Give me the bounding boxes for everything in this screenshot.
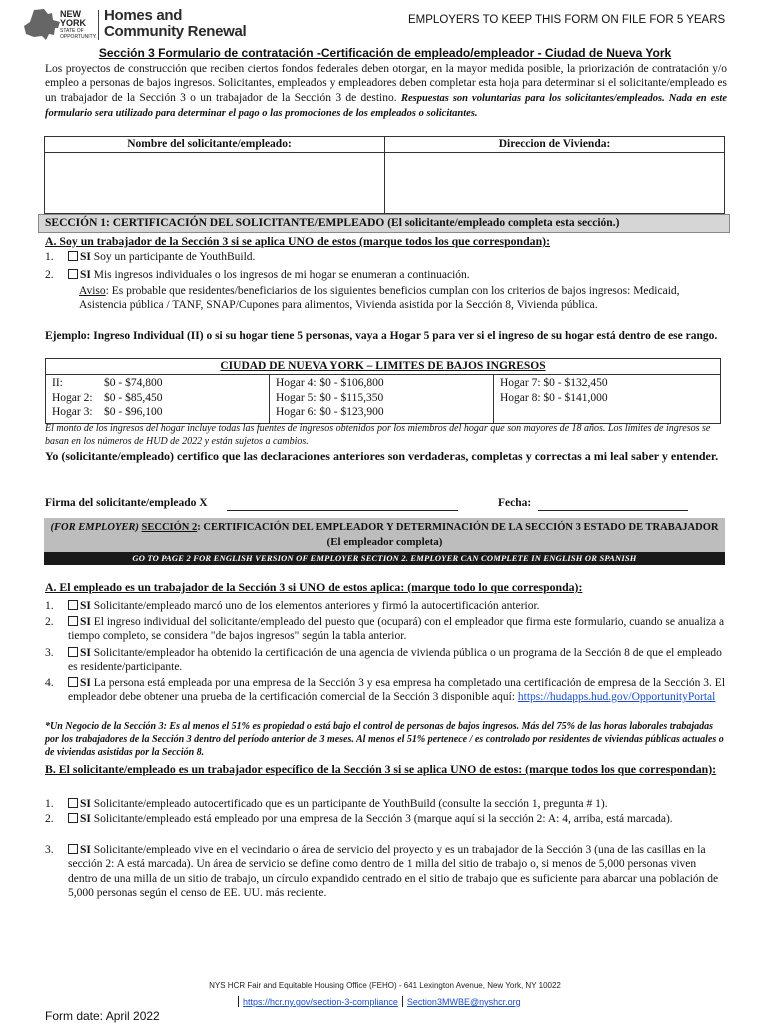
s2b-item2-num: 2. [45, 813, 54, 825]
s1-item2-num: 2. [45, 269, 54, 281]
s2b-item2-checkbox[interactable] [68, 813, 78, 823]
ny-state-map-icon [22, 8, 62, 42]
section1-heading-a: A. Soy un trabajador de la Sección 3 si se aplica UNO de estos (marque todos los que correspondan): [45, 234, 550, 248]
s2b-item3-num: 3. [45, 844, 54, 856]
aviso-note: Aviso: Es probable que residentes/beneficiarios de los siguientes beneficios cumplan con los criterios de bajos ingresos: Medicaid, Asistencia pública / TANF, SNAP/Cupones para alimentos, Vivienda asistida por la Sección 8, Vivienda pública. [79, 285, 680, 312]
s2b-item1-checkbox[interactable] [68, 798, 78, 808]
date-label: Fecha: [498, 497, 532, 509]
income-row: Hogar 3: $0 - $96,100 [52, 406, 163, 418]
s1-item2: SI Mis ingresos individuales o los ingresos de mi hogar se enumeran a continuación. [68, 268, 470, 282]
english-version-notice: GO TO PAGE 2 FOR ENGLISH VERSION OF EMPLOYER SECTION 2. EMPLOYER CAN COMPLETE IN ENGLISH OR SPANISH [44, 552, 725, 565]
address-column [385, 137, 724, 213]
s1-item1-checkbox[interactable] [68, 251, 78, 261]
applicant-info-table [44, 136, 725, 214]
s2b-item3: SI Solicitante/empleado vive en el vecindario o área de servicio del proyecto y es un trabajador de la Sección 3 (una de las casillas en la sección 2: A está marcada). Un área de servicio se define como dentro de 1 milla del sitio de trabajo o, si menos de 5,000 personas viven dentro de una milla de un sitio de trabajo, un círculo expandido centrado en el sitio de trabajo que es suficiente para abarcar una población de 5,000 personas según el censo de EE. UU. más reciente. [68, 844, 719, 899]
name-column [45, 137, 385, 213]
s2a-item1: SI Solicitante/empleado marcó uno de los elementos anteriores y firmó la autocertificación anterior. [68, 599, 726, 613]
section2-heading-a: A. El empleado es un trabajador de la Sección 3 si UNO de estos aplica: (marque todo lo que corresponda): [45, 580, 583, 594]
s2a-item1-checkbox[interactable] [68, 600, 78, 610]
address-header: Direccion de Vivienda: [385, 137, 724, 153]
s2a-item2-num: 2. [45, 616, 54, 628]
section1-bar: SECCIÓN 1: CERTIFICACIÓN DEL SOLICITANTE/EMPLEADO (El solicitante/empleado completa esta sección.) [38, 214, 730, 233]
section2-bar: (FOR EMPLOYER) SECCIÓN 2: CERTIFICACIÓN DEL EMPLEADOR Y DETERMINACIÓN DE LA SECCIÓN 3 ESTADO DE TRABAJADOR (El empleador completa) [44, 518, 725, 552]
s2a-item3-num: 3. [45, 647, 54, 659]
s2a-item4-checkbox[interactable] [68, 677, 78, 687]
address-field[interactable] [385, 153, 724, 213]
s2b-item2: SI Solicitante/empleado está empleado por una empresa de la Sección 3 (marque aquí si la sección 2: A: 4, arriba, está marcada). [68, 812, 726, 826]
s2a-item3-checkbox[interactable] [68, 647, 78, 657]
s2b-item1: SI Solicitante/empleado autocertificado que es un participante de YouthBuild (consulte la sección 1, pregunta # 1). [68, 797, 726, 811]
name-field[interactable] [45, 153, 384, 213]
s1-item1: SI Soy un participante de YouthBuild. [68, 250, 255, 264]
income-row: Hogar 8: $0 - $141,000 [500, 391, 608, 404]
income-col-1 [46, 375, 270, 423]
logo-agency-name: Homes and Community Renewal [104, 7, 247, 40]
logo-state-name: NEW YORK STATE OF OPPORTUNITY. [60, 9, 97, 40]
income-col-2 [270, 375, 494, 423]
footer-separator [402, 996, 403, 1007]
income-row: II: $0 - $74,800 [52, 377, 163, 389]
s2b-item3-checkbox[interactable] [68, 844, 78, 854]
income-note: El monto de los ingresos del hogar incluye todas las fuentes de ingresos obtenidos por los miembros del hogar que son mayores de 18 años. Los límites de ingresos se basan en los números de HUD de 2022 y están sujetos a cambios. [45, 423, 711, 447]
form-date: Form date: April 2022 [45, 1009, 160, 1023]
s2a-item3: SI Solicitante/empleador ha obtenido la certificación de una agencia de vivienda pública o un programa de la Sección 8 de que el empleado es residente/participante. [68, 647, 722, 674]
s1-item2-checkbox[interactable] [68, 269, 78, 279]
name-header: Nombre del solicitante/empleado: [45, 137, 384, 153]
income-col-3 [494, 375, 720, 423]
date-field[interactable] [538, 510, 688, 511]
s1-item1-num: 1. [45, 251, 54, 263]
s2b-item1-num: 1. [45, 798, 54, 810]
logo-divider [98, 10, 99, 40]
section3-email-link[interactable]: Section3MWBE@nyshcr.org [406, 997, 521, 1007]
s2a-item4: SI La persona está empleada por una empresa de la Sección 3 y esa empresa ha completado una certificación de empresa de la Sección 3. El empleador debe obtener una prueba de la certificación comercial de la Sección 3 disponible aquí: https://hudapps.hud.gov/OpportunityPortal [68, 677, 726, 704]
section3-compliance-link[interactable]: https://hcr.ny.gov/section-3-compliance [243, 997, 398, 1007]
section3-business-note: *Un Negocio de la Sección 3: Es al menos el 51% es propiedad o está bajo el control de personas de bajos ingresos. Más del 75% de las horas laborales trabajadas por los trabajadores de la Sección 3 dentro del período anterior de 3 meses. Al menos el 51% pertenece / es controlado por residentes de viviendas públicas actuales o de viviendas asistidas por la Sección 8. [45, 721, 724, 758]
income-row: Hogar 7: $0 - $132,450 [500, 377, 608, 389]
s2a-item2: SI El ingreso individual del solicitante/empleado del puesto que (ocupará) con el empleador que firma este formulario, cuando se anualiza a tiempo completo, se considera "de bajos ingresos" según la tabla anterior. [68, 616, 725, 643]
income-row: Hogar 5: $0 - $115,350 [276, 391, 384, 404]
s2a-item4-num: 4. [45, 677, 54, 689]
income-row: Hogar 6: $0 - $123,900 [276, 406, 384, 418]
income-row: Hogar 4: $0 - $106,800 [276, 377, 384, 389]
form-title: Sección 3 Formulario de contratación -Certificación de empleado/empleador - Ciudad de Nueva York [98, 46, 672, 60]
voluntary-notice: Respuestas son voluntarias para los solicitantes/empleados. Nada en este formulario sera utilizado para determinar el pago o las promociones de los empleados o solicitantes. [45, 92, 728, 119]
opportunity-portal-link[interactable]: https://hudapps.hud.gov/OpportunityPortal [517, 691, 716, 704]
signature-field[interactable] [227, 510, 458, 511]
section2-heading-b: B. El solicitante/empleado es un trabajador específico de la Sección 3 si se aplica UNO de estos: (marque todos los que correspondan): [45, 762, 717, 776]
footer-address: NYS HCR Fair and Equitable Housing Office (FEHO) - 641 Lexington Avenue, New York, NY 10022 [209, 981, 561, 990]
footer-separator [238, 996, 239, 1007]
income-row: Hogar 2: $0 - $85,450 [52, 391, 163, 404]
intro-paragraph: Los proyectos de construcción que reciben ciertos fondos federales deben otorgar, en la mayor medida posible, la priorización de contratación y/o empleo a personas de bajos ingresos. Solicitantes, empleados y empleadores deben completar esta hoja para determinar si el solicitante/empleado es un trabajador de la Sección 3 o un trabajador de la Sección 3 de destino. Respuestas son voluntarias para los solicitantes/empleados. Nada en este formulario sera utilizado para determinar el pago o las promociones de los empleados o solicitantes. [45, 63, 728, 119]
signature-label: Firma del solicitante/empleado X [45, 497, 208, 509]
s2a-item2-checkbox[interactable] [68, 616, 78, 626]
s2a-item1-num: 1. [45, 600, 54, 612]
income-table-title: CIUDAD DE NUEVA YORK – LIMITES DE BAJOS INGRESOS [46, 359, 720, 375]
certification-statement: Yo (solicitante/empleado) certifico que las declaraciones anteriores son verdaderas, completas y correctas a mi leal saber y entender. [45, 449, 719, 463]
keep-on-file-notice: EMPLOYERS TO KEEP THIS FORM ON FILE FOR 5 YEARS [408, 14, 726, 26]
footer-links [234, 996, 521, 1007]
income-limits-table [45, 358, 721, 424]
income-example: Ejemplo: Ingreso Individual (II) o si su hogar tiene 5 personas, vaya a Hogar 5 para ver si el ingreso de su hogar está dentro de ese rango. [45, 330, 718, 342]
